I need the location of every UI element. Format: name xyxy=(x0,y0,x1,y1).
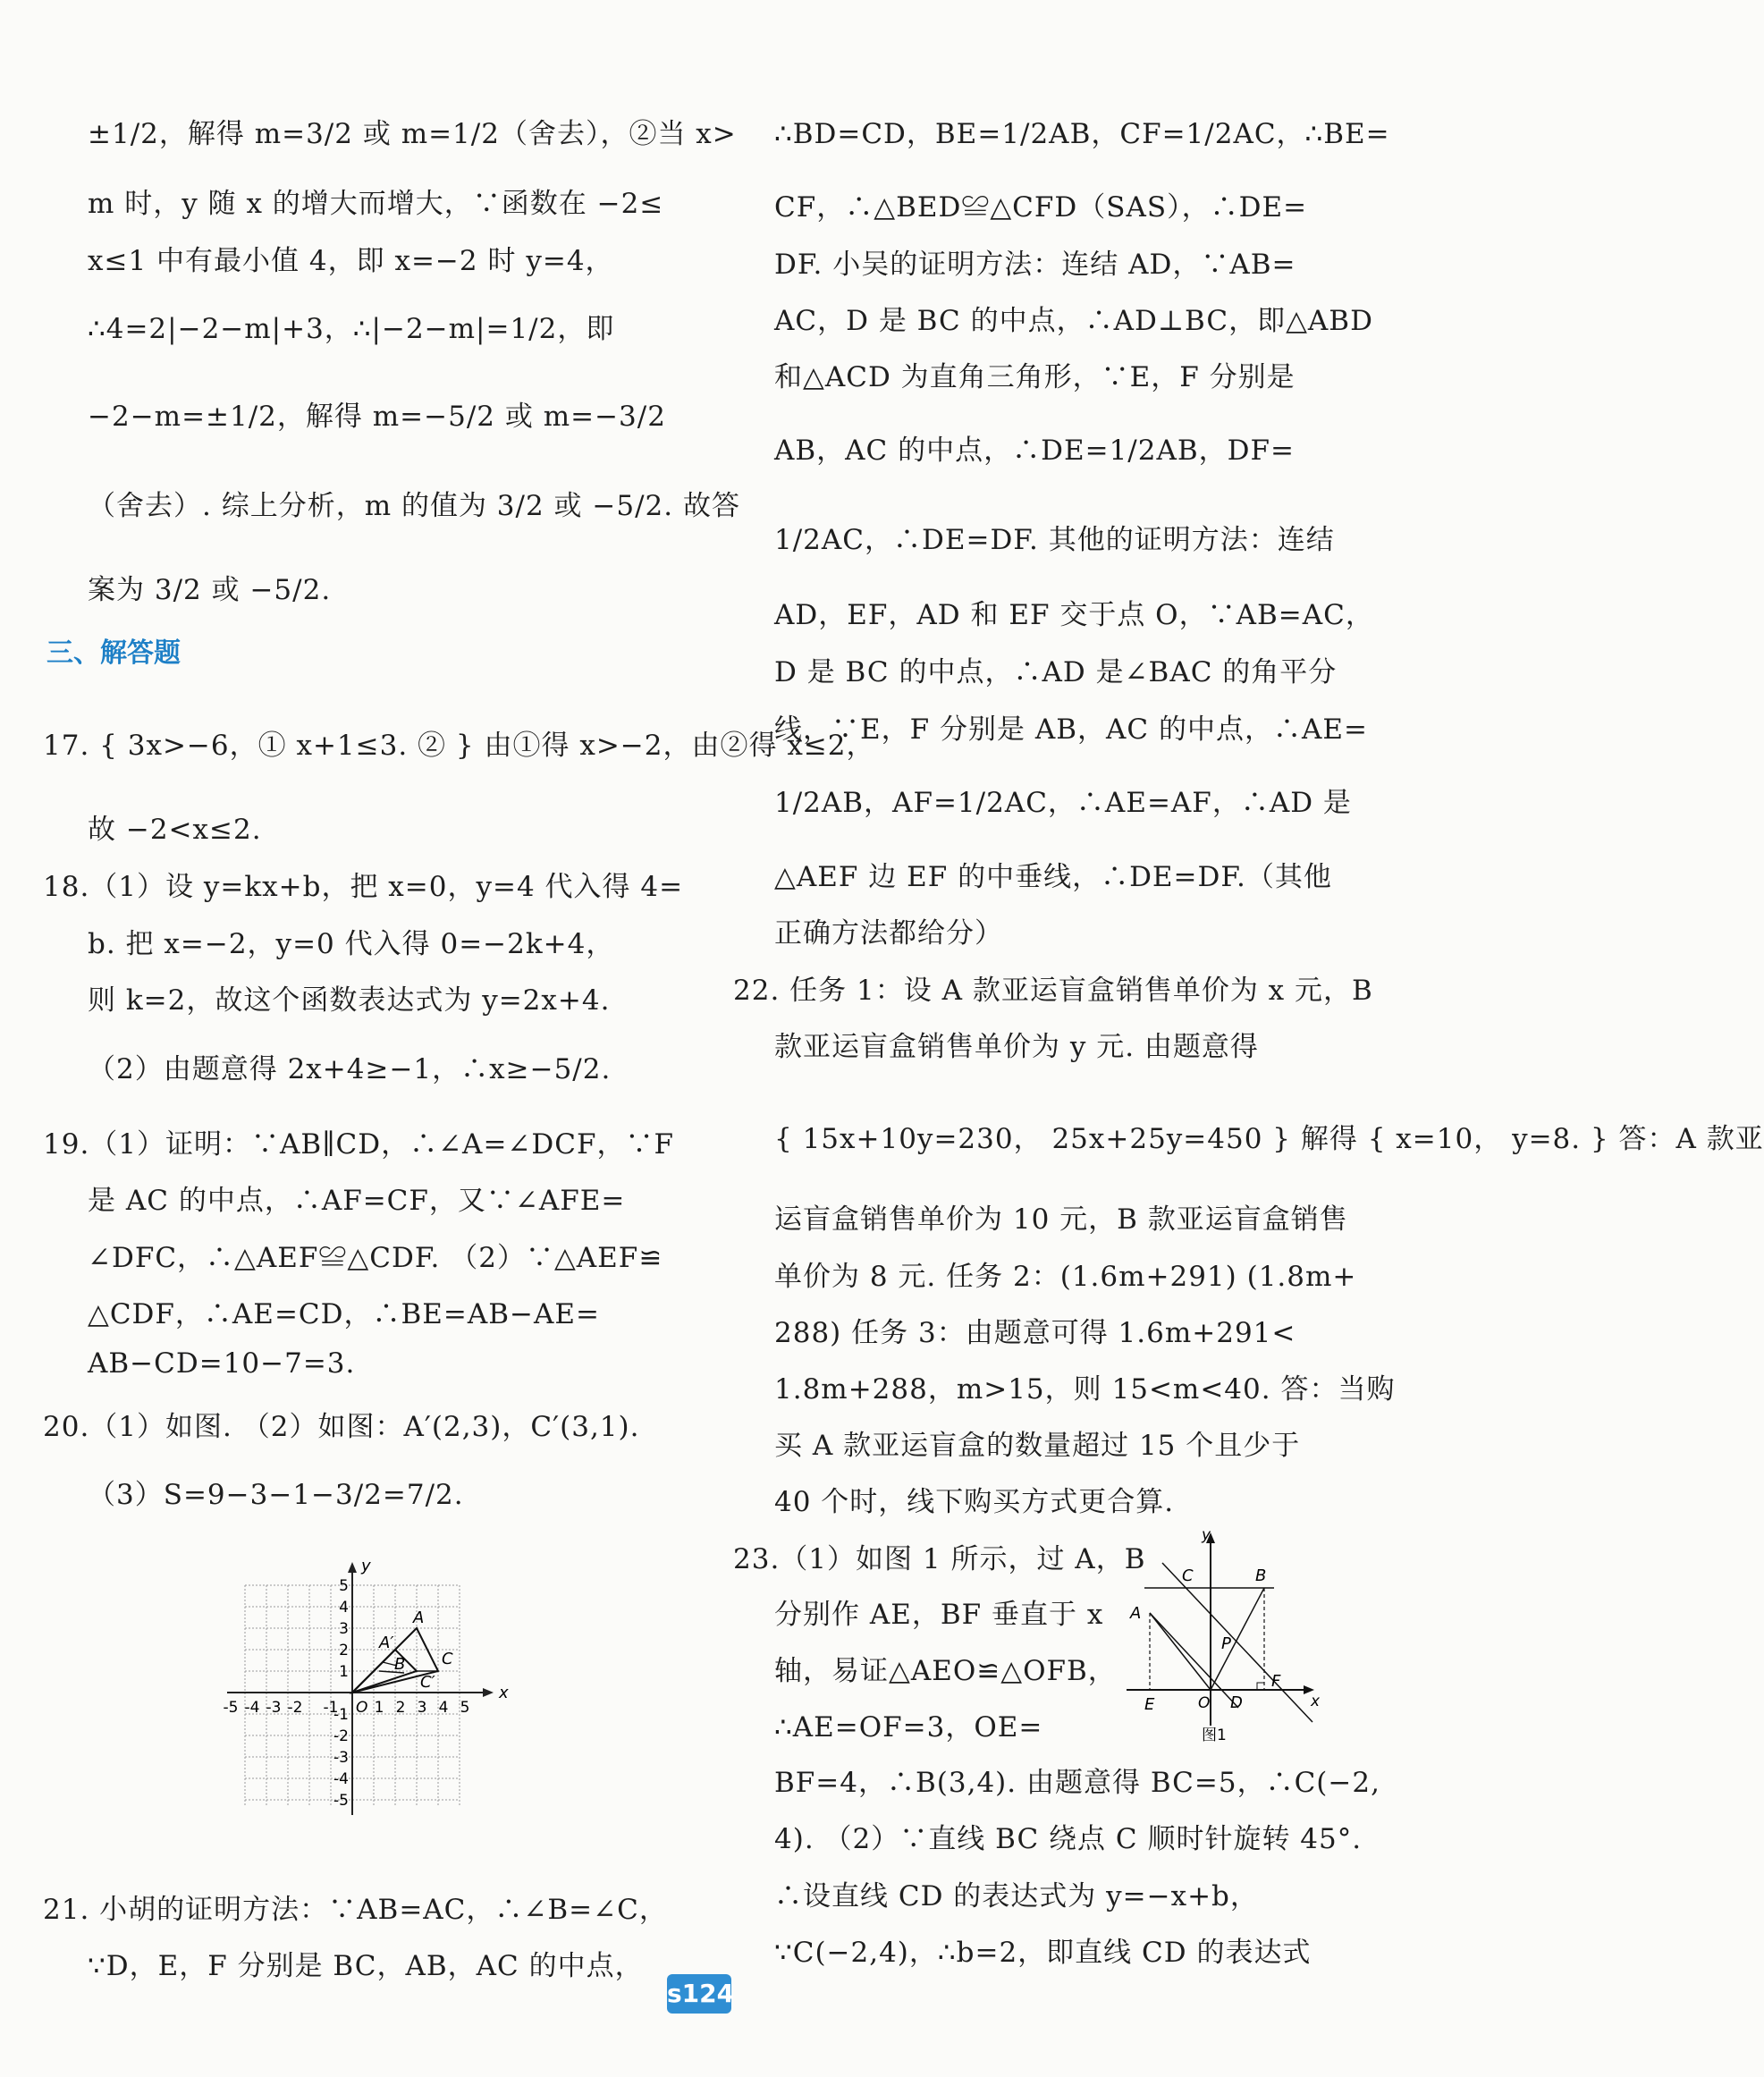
point-label-D: D xyxy=(1230,1693,1243,1712)
point-label-F: F xyxy=(1271,1672,1281,1691)
text-line: 288) 任务 3：由题意可得 1.6m+291< xyxy=(774,1317,1296,1349)
text-line: 17. { 3x>−6，① x+1≤3. ② } 由①得 x>−2，由②得 x≤2， xyxy=(43,730,875,762)
text-line: 1.8m+288，m>15，则 15<m<40. 答：当购 xyxy=(774,1373,1396,1406)
tick-label: -1 xyxy=(333,1706,349,1724)
text-line: （舍去）. 综上分析，m 的值为 3/2 或 −5/2. 故答 xyxy=(88,490,740,522)
text-line: ∴4=2|−2−m|+3，∴|−2−m|=1/2，即 xyxy=(88,313,615,345)
tick-label: -2 xyxy=(287,1699,303,1717)
text-line: ∴AE=OF=3，OE= xyxy=(774,1711,1043,1743)
text-line: 轴，易证△AEO≌△OFB， xyxy=(774,1655,1117,1687)
point-label-B: B xyxy=(394,1655,406,1674)
text-line: CF，∴△BED≌△CFD（SAS），∴DE= xyxy=(774,191,1308,224)
page-number: s124 xyxy=(667,1974,731,2014)
text-line: DF. 小吴的证明方法：连结 AD，∵AB= xyxy=(774,249,1296,281)
text-line: D 是 BC 的中点，∴AD 是∠BAC 的角平分 xyxy=(774,656,1338,688)
text-line: 故 −2<x≤2. xyxy=(88,814,262,846)
x-axis-label: x xyxy=(499,1684,509,1702)
text-line: { 15x+10y=230， 25x+25y=450 } 解得 { x=10， y=8. } 答：A 款亚 xyxy=(774,1123,1764,1155)
text-line: AD，EF，AD 和 EF 交于点 O，∵AB=AC， xyxy=(774,599,1374,631)
point-label-C: C xyxy=(442,1650,453,1668)
x-axis-label: x xyxy=(1311,1693,1321,1710)
figure-20-grid xyxy=(222,1551,517,1824)
tick-label: 2 xyxy=(339,1642,349,1659)
text-line: 和△ACD 为直角三角形，∵E，F 分别是 xyxy=(774,361,1296,393)
tick-label: 3 xyxy=(417,1699,427,1717)
tick-label: -2 xyxy=(333,1727,349,1745)
point-label-A-prime: A′ xyxy=(379,1634,394,1652)
figure-23-diagram xyxy=(1109,1520,1323,1743)
text-line: 23.（1）如图 1 所示，过 A，B xyxy=(733,1543,1146,1575)
figure-caption: 图1 xyxy=(1202,1727,1227,1744)
tick-label: 3 xyxy=(339,1620,349,1638)
text-line: 18.（1）设 y=kx+b，把 x=0，y=4 代入得 4= xyxy=(43,871,684,903)
tick-label: -4 xyxy=(244,1699,260,1717)
text-line: x≤1 中有最小值 4，即 x=−2 时 y=4， xyxy=(88,245,614,277)
tick-label: 4 xyxy=(339,1599,349,1617)
text-line: 1/2AC，∴DE=DF. 其他的证明方法：连结 xyxy=(774,524,1335,556)
tick-label: 1 xyxy=(374,1699,384,1717)
tick-label: 1 xyxy=(339,1663,349,1681)
point-label-C-prime: C′ xyxy=(420,1673,435,1692)
text-line: 1/2AB，AF=1/2AC，∴AE=AF，∴AD 是 xyxy=(774,787,1352,819)
text-line: （3）S=9−3−1−3/2=7/2. xyxy=(88,1479,464,1511)
text-line: （2）由题意得 2x+4≥−1，∴x≥−5/2. xyxy=(88,1053,612,1085)
text-line: 款亚运盲盒销售单价为 y 元. 由题意得 xyxy=(774,1031,1259,1063)
tick-label: 5 xyxy=(339,1577,349,1595)
tick-label: 5 xyxy=(460,1699,470,1717)
text-line: 线，∵E，F 分别是 AB，AC 的中点，∴AE= xyxy=(774,713,1368,746)
tick-label: 4 xyxy=(438,1699,449,1717)
point-label-C: C xyxy=(1182,1566,1194,1585)
tick-label: -5 xyxy=(223,1699,239,1717)
y-axis-label: y xyxy=(1202,1526,1211,1544)
y-axis-label: y xyxy=(361,1557,371,1575)
text-line: 运盲盒销售单价为 10 元，B 款亚运盲盒销售 xyxy=(774,1203,1348,1236)
section-heading: 三、解答题 xyxy=(46,637,181,669)
text-line: 是 AC 的中点，∴AF=CF，又∵∠AFE= xyxy=(88,1185,626,1217)
tick-label: -4 xyxy=(333,1770,349,1788)
text-line: 22. 任务 1：设 A 款亚运盲盒销售单价为 x 元，B xyxy=(733,975,1373,1007)
text-line: 20.（1）如图. （2）如图：A′(2,3)，C′(3,1). xyxy=(43,1411,640,1443)
text-line: ∴设直线 CD 的表达式为 y=−x+b， xyxy=(774,1880,1259,1912)
text-line: ±1/2，解得 m=3/2 或 m=1/2（舍去），②当 x> xyxy=(88,118,737,150)
text-line: 买 A 款亚运盲盒的数量超过 15 个且少于 xyxy=(774,1430,1301,1462)
point-label-P: P xyxy=(1221,1634,1231,1653)
tick-label: -1 xyxy=(323,1699,339,1717)
tick-label: -3 xyxy=(266,1699,282,1717)
tick-label: -5 xyxy=(333,1792,349,1810)
text-line: b. 把 x=−2，y=0 代入得 0=−2k+4， xyxy=(88,928,615,960)
text-line: ∵D，E，F 分别是 BC，AB，AC 的中点， xyxy=(88,1950,644,1982)
text-line: 分别作 AE，BF 垂直于 x xyxy=(774,1599,1104,1631)
origin-label: O xyxy=(356,1699,368,1717)
text-line: AC，D 是 BC 的中点，∴AD⊥BC，即△ABD xyxy=(774,305,1373,337)
point-label-A: A xyxy=(413,1608,425,1627)
text-line: ∵C(−2,4)，∴b=2，即直线 CD 的表达式 xyxy=(774,1937,1312,1969)
text-line: 单价为 8 元. 任务 2：(1.6m+291) (1.8m+ xyxy=(774,1261,1357,1293)
text-line: AB−CD=10−7=3. xyxy=(88,1347,356,1380)
text-line: 正确方法都给分） xyxy=(774,917,1003,950)
text-line: 4). （2）∵直线 BC 绕点 C 顺时针旋转 45°. xyxy=(774,1823,1363,1855)
text-line: 案为 3/2 或 −5/2. xyxy=(88,574,332,606)
text-line: BF=4，∴B(3,4). 由题意得 BC=5，∴C(−2, xyxy=(774,1767,1380,1799)
text-line: 40 个时，线下购买方式更合算. xyxy=(774,1486,1175,1518)
text-line: 21. 小胡的证明方法：∵AB=AC，∴∠B=∠C， xyxy=(43,1894,668,1926)
point-label-B: B xyxy=(1255,1566,1267,1585)
text-line: m 时，y 随 x 的增大而增大，∵函数在 −2≤ xyxy=(88,188,664,220)
tick-label: -3 xyxy=(333,1749,349,1767)
point-label-A: A xyxy=(1130,1604,1142,1623)
text-line: ∠DFC，∴△AEF≌△CDF. （2）∵△AEF≌ xyxy=(88,1242,663,1274)
text-line: △CDF，∴AE=CD，∴BE=AB−AE= xyxy=(88,1298,601,1330)
text-line: △AEF 边 EF 的中垂线，∴DE=DF.（其他 xyxy=(774,861,1332,893)
tick-label: 2 xyxy=(395,1699,406,1717)
text-line: ∴BD=CD，BE=1/2AB，CF=1/2AC，∴BE= xyxy=(774,118,1390,150)
point-label-E: E xyxy=(1144,1695,1155,1714)
text-line: 则 k=2，故这个函数表达式为 y=2x+4. xyxy=(88,984,611,1017)
text-line: 19.（1）证明：∵AB∥CD，∴∠A=∠DCF，∵F xyxy=(43,1128,674,1161)
text-line: −2−m=±1/2，解得 m=−5/2 或 m=−3/2 xyxy=(88,401,666,433)
text-line: AB，AC 的中点，∴DE=1/2AB，DF= xyxy=(774,435,1295,467)
origin-label: O xyxy=(1198,1694,1211,1712)
